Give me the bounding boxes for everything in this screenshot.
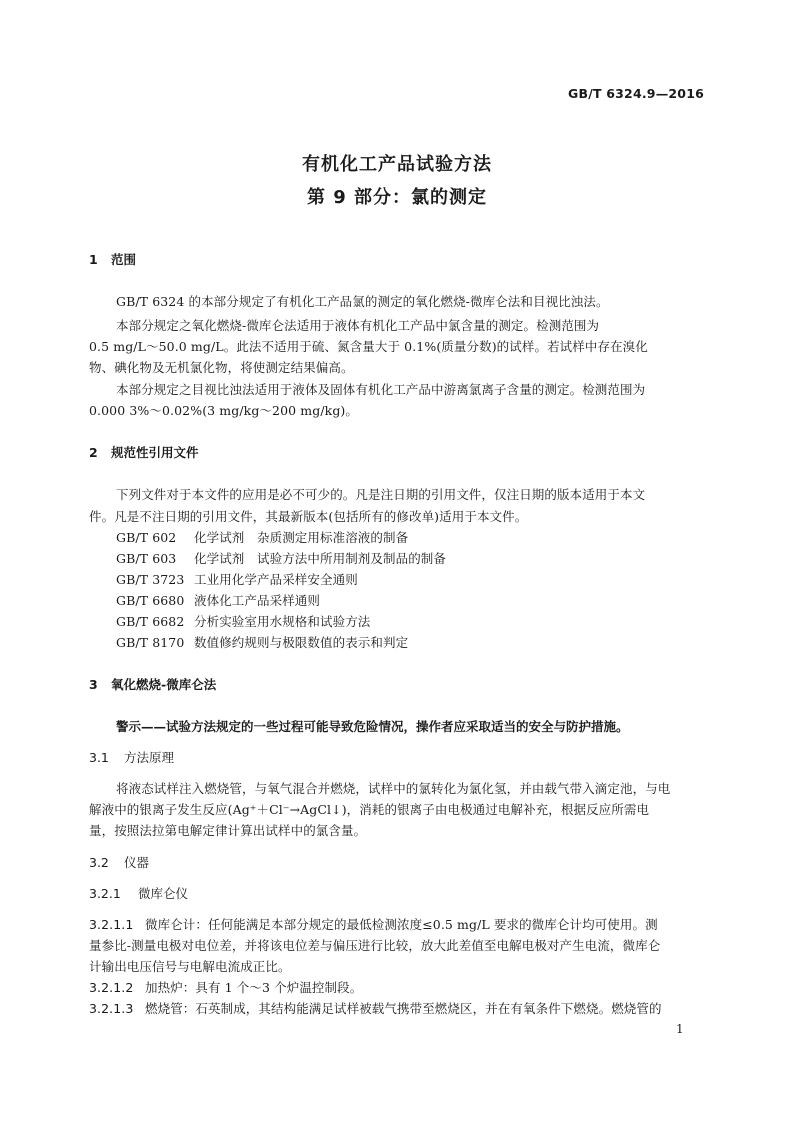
clause-3-2-1-1 (89, 915, 658, 933)
reference-code: GB/T 8170 (116, 635, 185, 650)
subsection-number: 3.2 (89, 855, 109, 870)
section-title: 氧化燃烧-微库仑法 (111, 677, 217, 692)
paragraph-line: GB/T 6324 的本部分规定了有机化工产品氯的测定的氧化燃烧-微库仑法和目视比浊法。 (116, 294, 609, 309)
paragraph-line: 下列文件对于本文件的应用是必不可少的。凡是注日期的引用文件，仅注日期的版本适用于本文 (116, 487, 646, 502)
paragraph-line: 0.000 3%～0.02%(3 mg/kg～200 mg/kg)。 (89, 403, 358, 418)
paragraph-line: 本部分规定之目视比浊法适用于液体及固体有机化工产品中游离氯离子含量的测定。检测范围为 (116, 382, 646, 397)
reference-item (116, 549, 446, 567)
paragraph-line: 量参比-测量电极对电位差，并将该电位差与偏压进行比较，放大此差值至电解电极对产生电流，微库仑 (89, 938, 661, 953)
subsection-title: 方法原理 (124, 750, 175, 765)
section-title: 规范性引用文件 (111, 445, 199, 460)
paragraph-line: 本部分规定之氧化燃烧-微库仑法适用于液体有机化工产品中氯含量的测定。检测范围为 (116, 318, 600, 333)
document-subtitle: 第 9 部分：氯的测定 (306, 187, 488, 208)
page-number: 1 (676, 1022, 684, 1036)
clause-number: 3.2.1.2 (89, 980, 134, 995)
clause-3-2-1-3 (89, 999, 662, 1017)
paragraph-line: 物、碘化物及无机氯化物，将使测定结果偏高。 (89, 360, 354, 375)
subsection-number: 3.2.1 (89, 886, 121, 901)
reference-title: 工业用化学产品采样安全通则 (194, 572, 358, 587)
reference-code: GB/T 6680 (116, 593, 185, 608)
section-3-heading (89, 675, 216, 693)
clause-text: 加热炉：具有 1 个～3 个炉温控制段。 (145, 980, 363, 995)
subsection-number: 3.1 (89, 750, 109, 765)
section-title: 范围 (111, 252, 137, 267)
subsection-title: 微库仑仪 (138, 886, 189, 901)
section-1-heading (89, 250, 136, 268)
reference-title: 分析实验室用水规格和试验方法 (194, 614, 371, 629)
standard-code: GB/T 6324.9—2016 (568, 86, 704, 101)
safety-warning: 警示——试验方法规定的一些过程可能导致危险情况，操作者应采取适当的安全与防护措施。 (116, 719, 629, 734)
section-number: 1 (89, 252, 98, 267)
clause-text: 燃烧管：石英制成，其结构能满足试样被载气携带至燃烧区，并在有氧条件下燃烧。燃烧管的 (145, 1001, 662, 1016)
subsection-3-2-heading (89, 853, 149, 871)
reference-code: GB/T 3723 (116, 572, 185, 587)
reference-item (116, 570, 358, 588)
paragraph-line: 计输出电压信号与电解电流成正比。 (89, 959, 291, 974)
reference-item (116, 633, 408, 651)
subsection-title: 仪器 (124, 855, 150, 870)
subsection-3-1-heading (89, 748, 174, 766)
reference-title: 化学试剂 试验方法中所用制剂及制品的制备 (194, 551, 447, 566)
paragraph-line: 0.5 mg/L～50.0 mg/L。此法不适用于硫、氮含量大于 0.1%(质量分数)的试样。若试样中存在溴化 (89, 339, 648, 354)
section-2-heading (89, 443, 199, 461)
clause-3-2-1-2 (89, 978, 362, 996)
reference-title: 化学试剂 杂质测定用标准溶液的制备 (194, 530, 409, 545)
reference-title: 液体化工产品采样通则 (194, 593, 321, 608)
paragraph-line: 件。凡是不注日期的引用文件，其最新版本(包括所有的修改单)适用于本文件。 (89, 509, 528, 524)
paragraph-line: 将液态试样注入燃烧管，与氧气混合并燃烧，试样中的氯转化为氯化氢，并由载气带入滴定池，与电 (116, 781, 671, 796)
document-title: 有机化工产品试验方法 (302, 154, 492, 175)
clause-number: 3.2.1.3 (89, 1001, 134, 1016)
subsection-3-2-1-heading (89, 884, 188, 902)
reference-code: GB/T 6682 (116, 614, 185, 629)
reference-item (116, 591, 320, 609)
section-number: 2 (89, 445, 98, 460)
clause-text: 微库仑计：任何能满足本部分规定的最低检测浓度≤0.5 mg/L 要求的微库仑计均可使用。测 (145, 917, 658, 932)
section-number: 3 (89, 677, 98, 692)
reference-item (116, 528, 408, 546)
reference-code: GB/T 602 (116, 530, 177, 545)
clause-number: 3.2.1.1 (89, 917, 134, 932)
reference-code: GB/T 603 (116, 551, 177, 566)
reference-title: 数值修约规则与极限数值的表示和判定 (194, 635, 409, 650)
paragraph-line: 量，按照法拉第电解定律计算出试样中的氯含量。 (89, 823, 367, 838)
paragraph-line: 解液中的银离子发生反应(Ag⁺＋Cl⁻→AgCl↓)，消耗的银离子由电极通过电解补充，根据反应所需电 (89, 802, 650, 817)
reference-item (116, 612, 370, 630)
